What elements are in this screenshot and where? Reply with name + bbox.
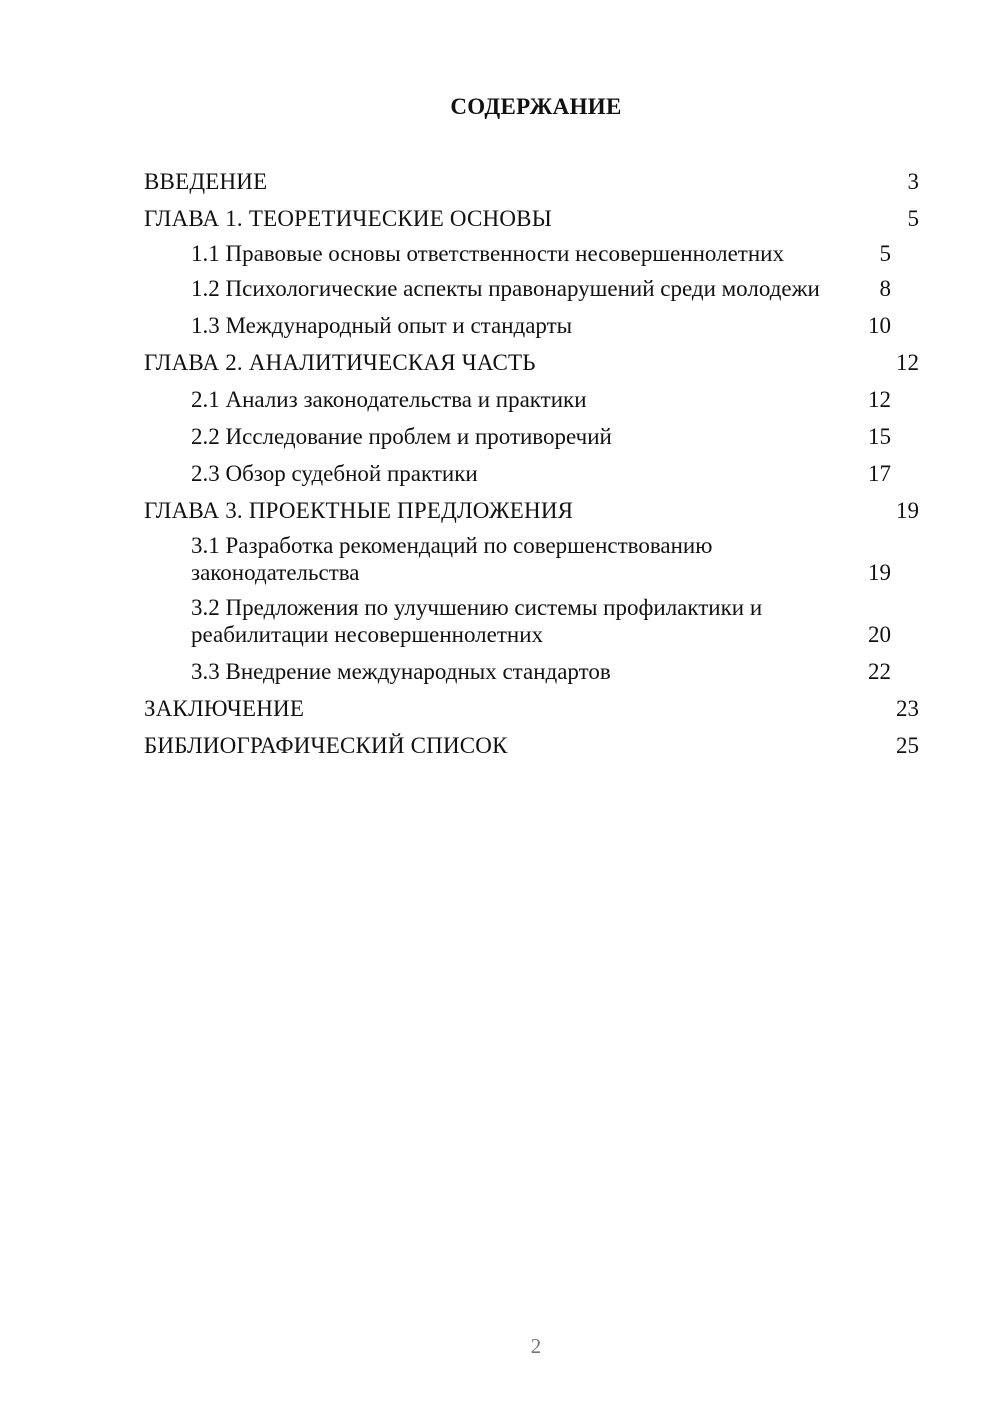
toc-entry-title: 1.1 Правовые основы ответственности несовершеннолетних <box>191 241 784 266</box>
toc-entry-section-3-2[interactable] <box>144 594 919 648</box>
toc-entry-chapter-2[interactable] <box>144 349 919 376</box>
toc-entry-page: 15 <box>868 424 891 449</box>
toc-entry-page: 8 <box>879 276 891 301</box>
toc-entry-section-3-3[interactable] <box>144 658 919 685</box>
toc-entry-page: 3 <box>907 169 919 194</box>
toc-entry-title: ГЛАВА 3. ПРОЕКТНЫЕ ПРЕДЛОЖЕНИЯ <box>144 498 574 523</box>
toc-entry-page: 25 <box>896 733 919 758</box>
toc-entry-title: 3.1 Разработка рекомендаций по совершенствованию законодательства <box>191 533 713 585</box>
toc-entry-page: 23 <box>896 696 919 721</box>
toc-entry-conclusion[interactable] <box>144 695 919 722</box>
toc-entry-title: ГЛАВА 1. ТЕОРЕТИЧЕСКИЕ ОСНОВЫ <box>144 206 552 231</box>
toc-entry-section-1-1[interactable] <box>144 240 919 267</box>
toc-entry-title: 2.2 Исследование проблем и противоречий <box>191 424 612 449</box>
toc-entry-section-2-2[interactable] <box>144 423 919 450</box>
toc-entry-section-1-2[interactable] <box>144 275 919 302</box>
toc-entry-introduction[interactable] <box>144 168 919 195</box>
toc-entry-title: ГЛАВА 2. АНАЛИТИЧЕСКАЯ ЧАСТЬ <box>144 350 536 375</box>
toc-entry-chapter-1[interactable] <box>144 205 919 232</box>
toc-entry-title: 1.2 Психологические аспекты правонарушений среди молодежи <box>191 276 820 301</box>
toc-entry-title: 2.3 Обзор судебной практики <box>191 461 478 486</box>
toc-entry-page: 17 <box>868 461 891 486</box>
toc-entry-title: 2.1 Анализ законодательства и практики <box>191 387 587 412</box>
toc-entry-page: 20 <box>868 622 891 647</box>
toc-entry-page: 5 <box>879 241 891 266</box>
toc-entry-title: ЗАКЛЮЧЕНИЕ <box>144 696 305 721</box>
toc-entry-title: ВВЕДЕНИЕ <box>144 169 268 194</box>
toc-entry-title: БИБЛИОГРАФИЧЕСКИЙ СПИСОК <box>144 733 508 758</box>
toc-entry-title: 1.3 Международный опыт и стандарты <box>191 313 573 338</box>
toc-entry-bibliography[interactable] <box>144 732 919 759</box>
toc-entry-section-1-3[interactable] <box>144 312 919 339</box>
toc-entry-page: 22 <box>868 659 891 684</box>
toc-entry-page: 19 <box>868 560 891 585</box>
toc-entry-page: 5 <box>907 206 919 231</box>
toc-entry-page: 10 <box>868 313 891 338</box>
toc-entry-page: 19 <box>896 498 919 523</box>
page-number: 2 <box>530 1334 542 1358</box>
toc-entry-page: 12 <box>896 350 919 375</box>
toc-entry-page: 12 <box>868 387 891 412</box>
toc-entry-section-2-1[interactable] <box>144 386 919 413</box>
toc-entry-title: 3.3 Внедрение международных стандартов <box>191 659 611 684</box>
toc-entry-section-3-1[interactable] <box>144 532 919 586</box>
toc-entry-section-2-3[interactable] <box>144 460 919 487</box>
page-title: СОДЕРЖАНИЕ <box>450 94 622 119</box>
table-of-contents <box>144 168 919 769</box>
toc-entry-title: 3.2 Предложения по улучшению системы профилактики и реабилитации несовершеннолетних <box>191 595 763 647</box>
toc-entry-chapter-3[interactable] <box>144 497 919 524</box>
